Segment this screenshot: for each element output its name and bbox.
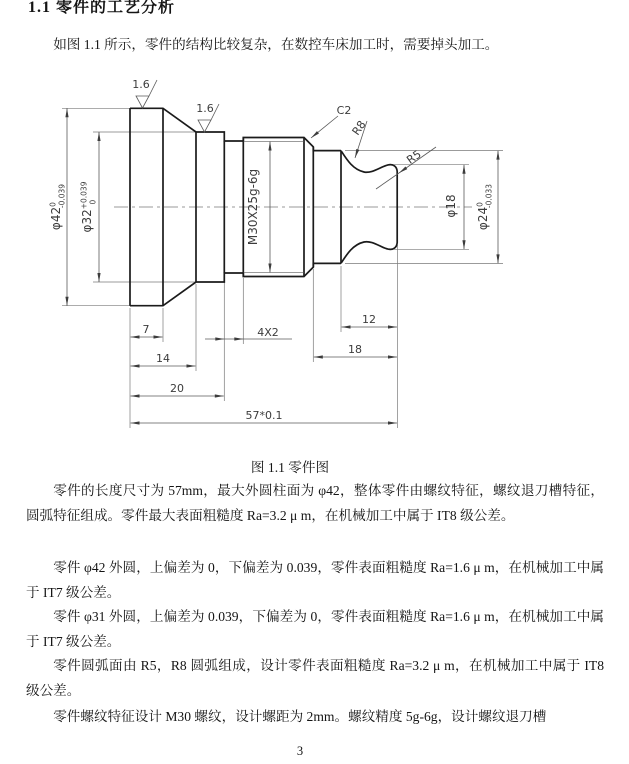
paragraph-thread: 零件螺纹特征设计 M30 螺纹，设计螺距为 2mm。螺纹精度 5g-6g，设计螺纹退刀槽 xyxy=(53,709,547,724)
radius-r5-label: R5 xyxy=(404,147,424,167)
dia-phi42-label: $\varphi 42^0-0.039$ xyxy=(48,183,67,231)
paragraph-arcs: 零件圆弧面由 R5，R8 圆弧组成，设计零件表面粗糙度 Ra=3.2 μ m，在机械加工中属于 IT8 级公差。 xyxy=(26,658,604,698)
dim-18-label: 18 xyxy=(348,343,362,356)
roughness-value-2: 1.6 xyxy=(196,102,214,115)
dim-20-label: 20 xyxy=(170,382,184,395)
extension-lines xyxy=(62,108,503,428)
paragraph-intro: 如图 1.1 所示，零件的结构比较复杂，在数控车床加工时，需要掉头加工。 xyxy=(53,37,499,52)
chamfer-c2-label: C2 xyxy=(336,104,352,117)
section-title: 1.1 零件的工艺分析 xyxy=(28,0,176,16)
paragraph-phi31: 零件 φ31 外圆，上偏差为 0.039，下偏差为 0，零件表面粗糙度 Ra=1.6 μ m，在机械加工中属于 IT7 级公差。 xyxy=(26,609,604,649)
roughness-symbol-2 xyxy=(196,102,219,132)
page-number: 3 xyxy=(296,744,304,758)
part-drawing xyxy=(0,60,629,445)
radius-r8-label: R8 xyxy=(349,118,369,138)
paragraph-overview: 零件的长度尺寸为 57mm，最大外圆柱面为 φ42，整体零件由螺纹特征，螺纹退刀槽特征，圆弧特征组成。零件最大表面粗糙度 Ra=3.2 μ m，在机械加工中属于 IT8 级公差。 xyxy=(26,483,604,523)
dim-12-label: 12 xyxy=(362,313,376,326)
dim-4x2-label: 4X2 xyxy=(257,326,279,339)
dim-7-label: 7 xyxy=(142,323,150,336)
dim-57-label: 57*0.1 xyxy=(245,409,283,422)
dia-phi24-label: $\varphi 24^0-0.033$ xyxy=(475,183,494,231)
dim-14-label: 14 xyxy=(156,352,170,365)
dimension-lines xyxy=(67,108,498,423)
dia-phi18-label: φ18 xyxy=(444,194,458,218)
roughness-value-1: 1.6 xyxy=(132,78,150,91)
paragraph-phi42: 零件 φ42 外圆，上偏差为 0，下偏差为 0.039，零件表面粗糙度 Ra=1.6 μ m，在机械加工中属于 IT7 级公差。 xyxy=(26,560,604,600)
roughness-symbol-1 xyxy=(132,78,157,108)
thread-spec-label: M30X25g-6g xyxy=(246,168,260,246)
dia-phi32-label: $\varphi 32^{+0.039}0$ xyxy=(79,181,98,233)
figure-caption: 图 1.1 零件图 xyxy=(250,460,330,475)
